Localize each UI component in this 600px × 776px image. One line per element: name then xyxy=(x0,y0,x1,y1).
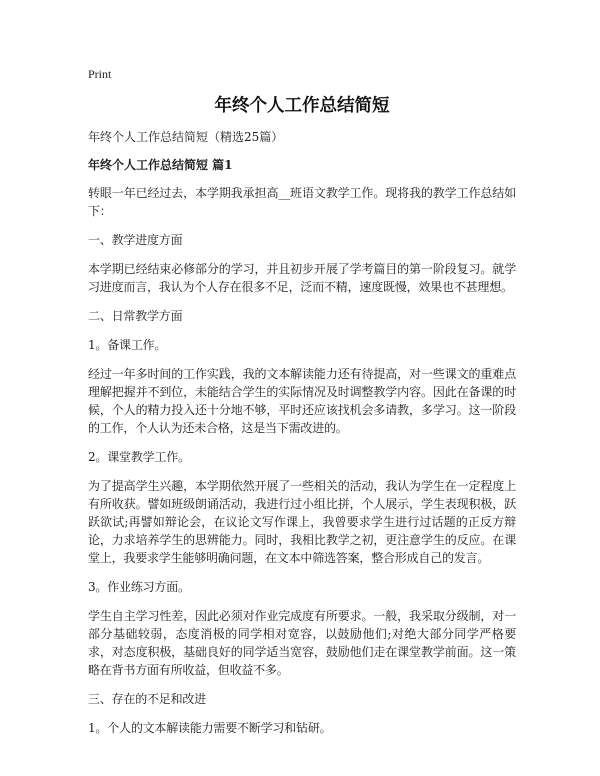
paragraph-progress: 本学期已经结束必修部分的学习，并且初步开展了学考篇目的第一阶段复习。就学习进度而言，我认为个人存在很多不足，泛而不精，速度既慢，效果也不甚理想。 xyxy=(88,262,516,294)
paragraph-intro: 转眼一年已经过去，本学期我承担高__班语文教学工作。现将我的教学工作总结如下： xyxy=(88,186,516,218)
heading-daily-teaching: 二、日常教学方面 xyxy=(88,309,183,323)
paragraph-lesson-prep: 经过一年多时间的工作实践，我的文本解读能力还有待提高，对一些课文的重难点理解把握并不到位，未能结合学生的实际情况及时调整教学内容。因此在备课的时候，个人的精力投入还十分地不够，平时还应该找机会多请教，多学习。这一阶段的工作，个人认为还未合格，这是当下需改进的。 xyxy=(88,367,516,435)
item-text-interpretation: 1。个人的文本解读能力需要不断学习和钻研。 xyxy=(88,721,332,735)
document-subtitle: 年终个人工作总结简短（精选25篇） xyxy=(88,130,284,144)
heading-shortcomings: 三、存在的不足和改进 xyxy=(88,692,207,706)
print-link[interactable]: Print xyxy=(88,67,112,81)
document-title: 年终个人工作总结简短 xyxy=(214,96,390,116)
document-page xyxy=(88,66,516,748)
item-homework: 3。作业练习方面。 xyxy=(88,580,190,594)
item-classroom: 2。课堂教学工作。 xyxy=(88,450,190,464)
article-heading: 年终个人工作总结简短 篇1 xyxy=(88,158,233,172)
paragraph-homework: 学生自主学习性差，因此必须对作业完成度有所要求。一般，我采取分级制，对一部分基础较弱，态度消极的同学相对宽容，以鼓励他们;对绝大部分同学严格要求，对态度积极，基础良好的同学适当宽容，鼓励他们走在课堂教学前面。这一策略在背书方面有所收益，但收益不多。 xyxy=(88,609,516,677)
paragraph-classroom: 为了提高学生兴趣，本学期依然开展了一些相关的活动，我认为学生在一定程度上有所收获。譬如班级朗诵活动，我进行过小组比拼，个人展示，学生表现积极，跃跃欲试;再譬如辩论会，在议论文写作课上，我曾要求学生进行过话题的正反方辩论，力求培养学生的思辨能力。同时，我相比教学之初，更注意学生的反应。在课堂上，我要求学生能够明确问题，在文本中筛选答案，整合形成自己的发言。 xyxy=(88,479,516,565)
heading-progress: 一、教学进度方面 xyxy=(88,233,183,247)
item-lesson-prep: 1。备课工作。 xyxy=(88,338,167,352)
